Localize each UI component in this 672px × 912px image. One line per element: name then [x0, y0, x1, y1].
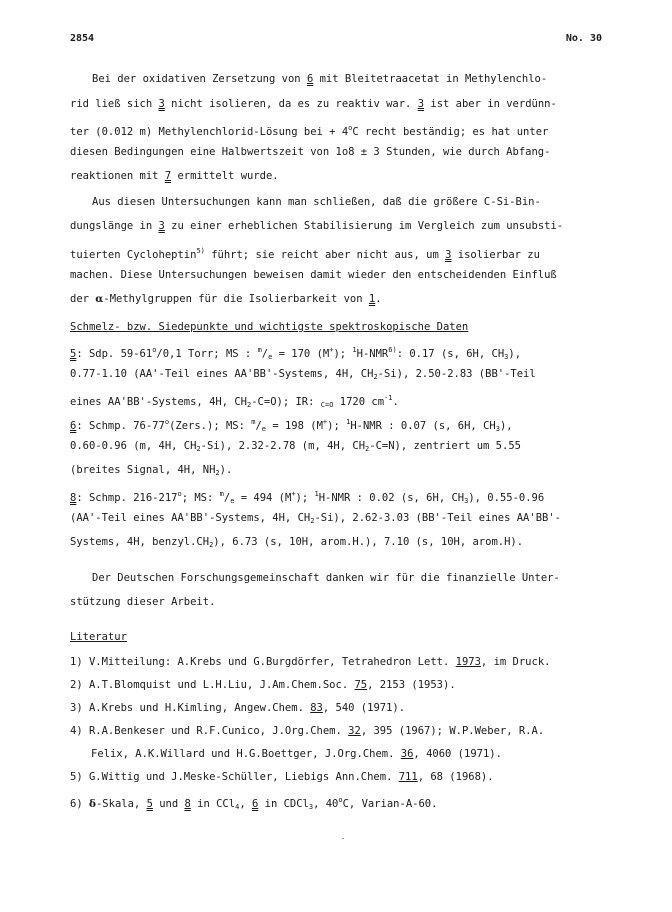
reference-4-continued: Felix, A.K.Willard und H.G.Boettger, J.Org.Chem. 36, 4060 (1971). [91, 748, 502, 760]
compound6-line2: 0.60-0.96 (m, 4H, $CH_2-Si$), 2.32-2.78 (m, 4H, $CH_2-C=N$), zentriert um 5.55 [70, 440, 521, 453]
para1-line1: Bei der oxidativen Zersetzung von 6 mit Bleitetraacetat in Methylenchlo- [92, 73, 548, 85]
para1-line3: ter (0.012 m) Methylenchlorid-Lösung bei + $4^oC$ recht beständig; es hat unter [70, 124, 549, 138]
para2-line1: Aus diesen Untersuchungen kann man schließen, daß die größere C-Si-Bin- [92, 196, 541, 208]
para2-line2: dungslänge in 3 zu einer erheblichen Stabilisierung im Vergleich zum unsubsti- [70, 220, 564, 232]
reference-2: 2) A.T.Blomquist und L.H.Liu, J.Am.Chem.Soc. 75, 2153 (1953). [70, 679, 456, 691]
compound8-line2: (AA'-Teil eines AA'BB'-Systems, 4H, $CH_2-Si$), 2.62-3.03 (BB'-Teil eines AA'BB'- [70, 512, 561, 525]
compound5-line1: 5: Sdp. 59-61$^o$/0,1 Torr; MS : $^m/_e = 170$ (M+); $^1$H-NMR$^{6)}$: 0.17 (s, 6H, $CH_3$), [70, 346, 522, 361]
para2-line3: tuierten Cycloheptin$^{5)}$ führt; sie reicht aber nicht aus, um 3 isolierbar zu [70, 247, 540, 261]
para2-line4: machen. Diese Untersuchungen beweisen damit wieder den entscheidenden Einfluß [70, 269, 557, 281]
compound5-line2: 0.77-1.10 (AA'-Teil eines AA'BB'-Systems, 4H, $CH_2-Si$), 2.50-2.83 (BB'-Teil [70, 368, 536, 381]
acknowledgement-line2: stützung dieser Arbeit. [70, 596, 216, 608]
issue-number: No. 30 [565, 33, 602, 44]
para1-line4: diesen Bedingungen eine Halbwertszeit von 1o8 ± 3 Stunden, wie durch Abfang- [70, 146, 551, 158]
reference-1: 1) V.Mitteilung: A.Krebs und G.Burgdörfer, Tetrahedron Lett. 1973, im Druck. [70, 656, 551, 668]
para1-line2: rid ließ sich 3 nicht isolieren, da es zu reaktiv war. 3 ist aber in verdünn- [70, 98, 557, 110]
compound5-line3: eines AA'BB'-Systems, 4H, $CH_2-C=O$); IR: $_{C=O}$ 1720 $cm^{-1}$. [70, 394, 399, 409]
data-section-heading: Schmelz- bzw. Siedepunkte und wichtigste spektroskopische Daten [70, 321, 469, 333]
reference-5: 5) G.Wittig und J.Meske-Schüller, Liebigs Ann.Chem. 711, 68 (1968). [70, 771, 494, 783]
compound8-line3: Systems, 4H, $benzyl.CH_2$), 6.73 (s, 10H, arom.H.), 7.10 (s, 10H, arom.H). [70, 536, 524, 549]
scan-speck [342, 838, 344, 839]
reference-3: 3) A.Krebs und H.Kimling, Angew.Chem. 83, 540 (1971). [70, 702, 406, 714]
page-number: 2854 [70, 33, 95, 44]
para1-line5: reaktionen mit 7 ermittelt wurde. [70, 170, 279, 182]
compound6-line1: 6: Schmp. 76-77$^o$(Zers.); MS: $^m/_e = 198$ (M+); $^1$H-NMR : 0.07 (s, 6H, $CH_3$), [70, 418, 513, 433]
acknowledgement-line1: Der Deutschen Forschungsgemeinschaft danken wir für die finanzielle Unter- [92, 572, 560, 584]
compound8-line1: 8: Schmp. 216-217$^o$; MS: $^m/_e = 494$ (M+); $^1$H-NMR : 0.02 (s, 6H, $CH_3$), 0.55-0.96 [70, 490, 545, 505]
para2-line5: der α-Methylgruppen für die Isolierbarkeit von 1. [70, 293, 382, 305]
literature-heading: Literatur [70, 631, 127, 643]
reference-4: 4) R.A.Benkeser und R.F.Cunico, J.Org.Chem. 32, 395 (1967); W.P.Weber, R.A. [70, 725, 545, 737]
reference-6: 6) δ-Skala, 5 und 8 in CCl$_4$, 6 in CDCl$_3$, 40$^o$C, Varian-A-60. [70, 796, 438, 811]
compound6-line3: (breites Signal, 4H, $NH_2$). [70, 464, 233, 477]
